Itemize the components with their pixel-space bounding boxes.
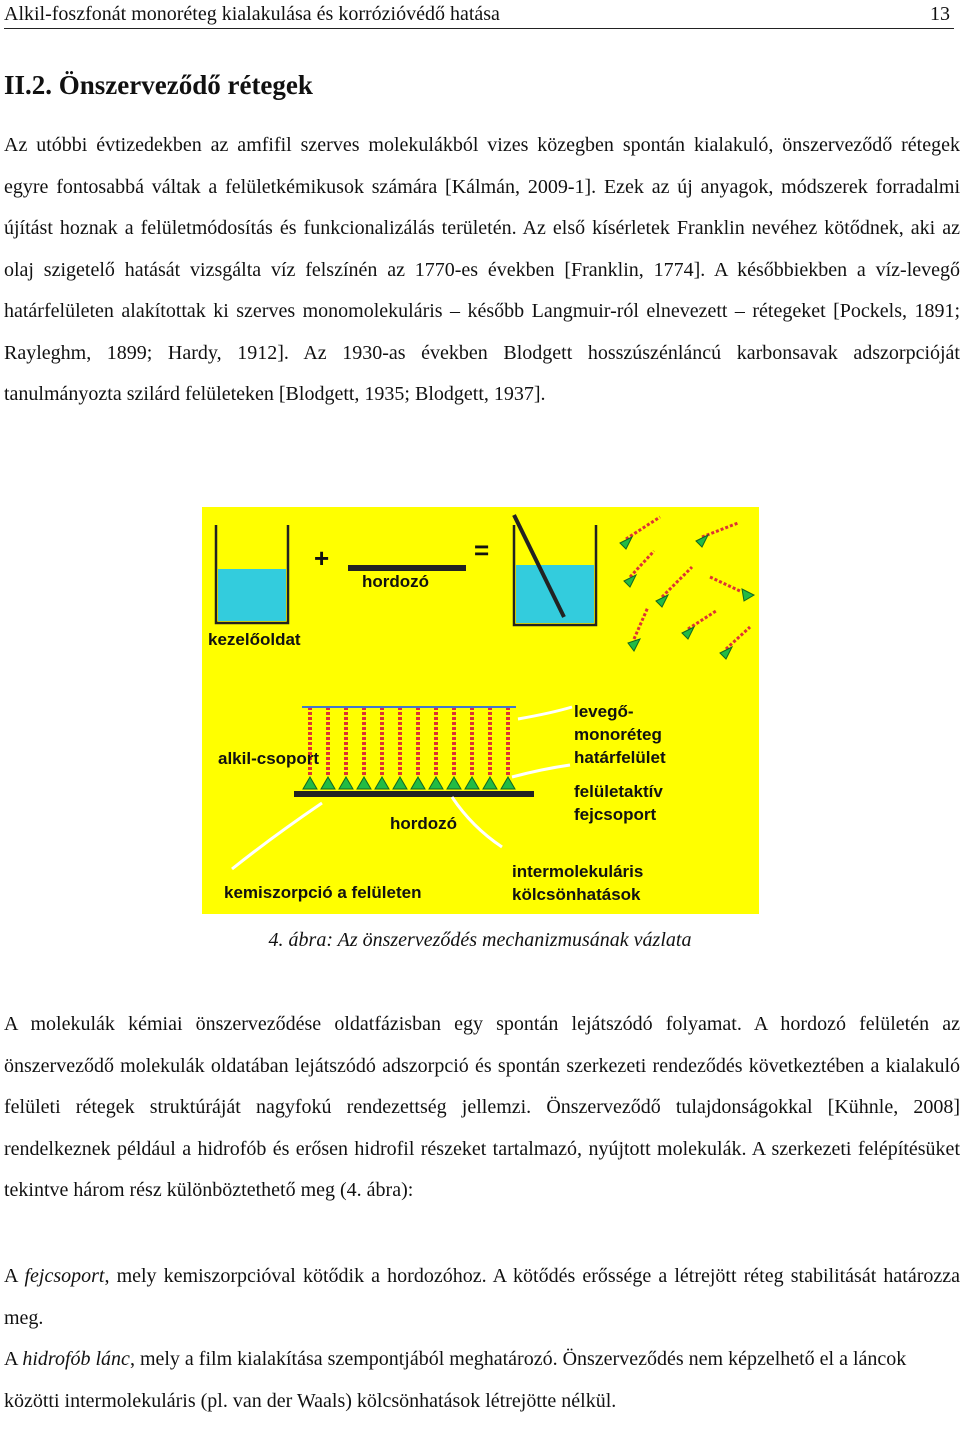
label-hordozo-top: hordozó — [362, 572, 430, 591]
running-header — [4, 2, 954, 29]
label-levego-1: levegő- — [574, 702, 634, 721]
label-intermol-1: intermolekuláris — [512, 862, 644, 881]
equals-sign: = — [474, 535, 490, 565]
figure-background — [202, 507, 759, 914]
section-title: II.2. Önszerveződő rétegek — [4, 70, 313, 100]
headgroup-paragraph — [4, 1256, 960, 1339]
plus-sign: + — [314, 543, 330, 573]
chain-prefix: A — [4, 1348, 23, 1370]
label-levego-2: monoréteg — [574, 725, 662, 744]
substrate-plate-top — [348, 565, 466, 571]
label-intermol-2: kölcsönhatások — [512, 885, 641, 904]
figure-caption: 4. ábra: Az önszerveződés mechanizmusának vázlata — [268, 929, 692, 951]
intro-paragraph: Az utóbbi évtizedekben az amfifil szerves molekulákból vizes közegben spontán kialakuló, önszerveződő rétegek egyre fontosabbá váltak a felületkémikusok számára [Kálmán, 2009-1]. Ezek az új anyagok, módszerek forradalmi újítást hoznak a felületmódosítás és funkcionalizálás területén. Az első kísérletek Franklin nevéhez kötődnek, aki az olaj szigetelő hatását vizsgálta víz felszínén az 1770-es években [Franklin, 1774]. A későbbiekben a víz-levegő határfelületen alakítottak ki szerves monomolekuláris – később Langmuir-ról elnevezett – rétegeket [Pockels, 1891; Rayleghm, 1899; Hardy, 1912]. Az 1930-as években Blodgett hosszúszénláncú karbonsavak adszorpcióját tanulmányozta szilárd felületeken [Blodgett, 1935; Blodgett, 1937]. — [4, 134, 960, 405]
label-feluletaktiv-1: felületaktív — [574, 782, 663, 801]
chain-term: hidrofób lánc — [22, 1348, 130, 1370]
label-kemiszorpcio: kemiszorpció a felületen — [224, 883, 422, 902]
label-alkil-csoport: alkil-csoport — [218, 749, 320, 768]
headgroup-prefix: A — [4, 1265, 25, 1287]
label-kezeloldat: kezelőoldat — [208, 630, 301, 649]
headgroup-text: , mely kemiszorpcióval kötődik a hordozóhoz. A kötődés erőssége a létrejött réteg stabilitását határozza meg. — [4, 1265, 960, 1329]
label-hordozo-bottom: hordozó — [390, 814, 458, 833]
headgroup-term: fejcsoport — [24, 1265, 105, 1287]
chain-text: , mely a film kialakítása szempontjából meghatározó. Önszerveződés nem képzelhető el a láncok közötti intermolekuláris (pl. van der Waals) kölcsönhatások létrejötte nélkül. — [4, 1348, 907, 1412]
page-number: 13 — [930, 3, 950, 25]
label-feluletaktiv-2: fejcsoport — [574, 805, 657, 824]
label-levego-3: határfelület — [574, 748, 666, 767]
header-title: Alkil-foszfonát monoréteg kialakulása és korrózióvédő hatása — [4, 3, 500, 25]
mechanism-paragraph: A molekulák kémiai önszerveződése oldatfázisban egy spontán lejátszódó folyamat. A hordozó felületén az önszerveződő molekulák oldatában lejátszódó adszorpció és spontán szerkezeti rendeződés következtében a kialakuló felületi rétegek struktúráját nagyfokú rendezettség jellemzi. Önszerveződő tulajdonságokkal [Kühnle, 2008] rendelkeznek például a hidrofób és erősen hidrofil részeket tartalmazó, nyújtott molekulák. A szerkezeti felépítésüket tekintve három rész különböztethető meg (4. ábra): — [4, 1013, 960, 1201]
self-assembly-figure — [202, 507, 759, 914]
chain-paragraph — [4, 1339, 960, 1422]
substrate-plate-bottom — [294, 791, 534, 797]
